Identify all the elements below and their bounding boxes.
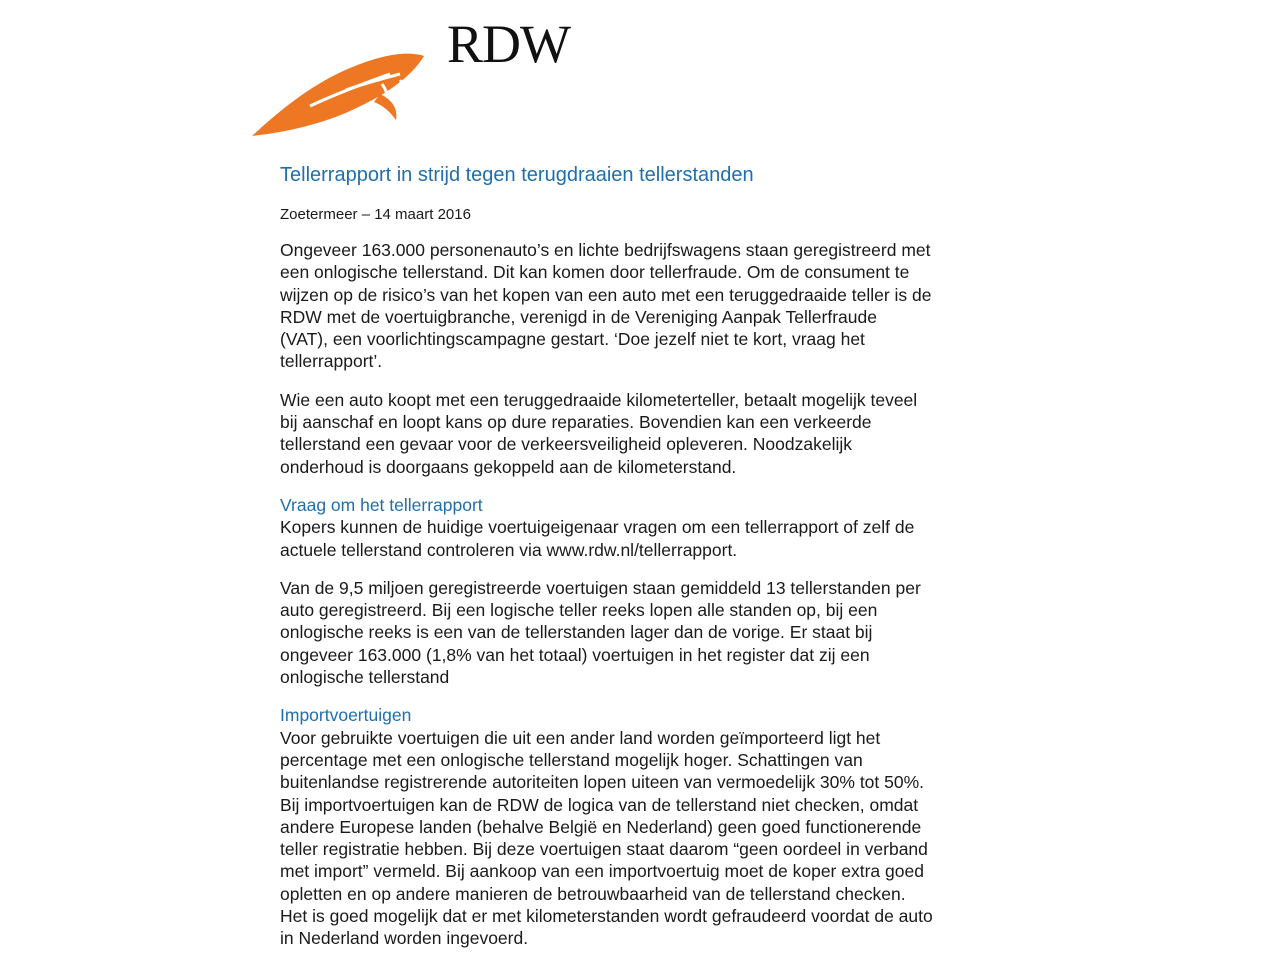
paragraph: Ongeveer 163.000 personenauto’s en lichte bedrijfswagens staan geregistreerd met een onlogische tellerstand. Dit kan komen door tellerfraude. Om de consument te wijzen op de risico’s van het kopen van een auto met een teruggedraaide teller is de RDW met de voertuigbranche, verenigd in de Vereniging Aanpak Tellerfraude (VAT), een voorlichtingscampagne gestart. ‘Doe jezelf niet te kort, vraag het tellerrapport’. bbox=[280, 240, 932, 372]
feather-logo-icon bbox=[250, 44, 426, 140]
subheading-importvoertuigen: Importvoertuigen bbox=[280, 705, 412, 726]
dateline: Zoetermeer – 14 maart 2016 bbox=[280, 206, 471, 223]
paragraph: Wie een auto koopt met een teruggedraaide kilometerteller, betaalt mogelijk teveel bij aanschaf en loopt kans op dure reparaties. Bovendien kan een verkeerde tellerstand een gevaar voor de verkeersveiligheid opleveren. Noodzakelijk onderhoud is doorgaans gekoppeld aan de kilometerstand. bbox=[280, 389, 918, 477]
paragraph: Kopers kunnen de huidige voertuigeigenaar vragen om een tellerrapport of zelf de actuele tellerstand controleren via www.rdw.nl/tellerrapport. bbox=[280, 517, 915, 560]
paragraph: Van de 9,5 miljoen geregistreerde voertuigen staan gemiddeld 13 tellerstanden per auto geregistreerd. Bij een logische teller reeks lopen alle standen op, bij een onlogische reeks is een van de tellerstanden lager dan de vorige. Er staat bij ongeveer 163.000 (1,8% van het totaal) voertuigen in het register dat zij een onlogische tellerstand bbox=[280, 577, 921, 688]
subheading-tellerrapport: Vraag om het tellerrapport bbox=[280, 494, 483, 515]
article bbox=[280, 160, 1020, 966]
paragraph: Voor gebruikte voertuigen die uit een ander land worden geïmporteerd ligt het percentage met een onlogische tellerstand mogelijk hoger. Schattingen van buitenlandse registrerende autoriteiten lopen uiteen van vermoedelijk 30% tot 50%. Bij importvoertuigen kan de RDW de logica van de tellerstand niet checken, omdat andere Europese landen (behalve België en Nederland) geen goed functionerende teller registratie hebben. Bij deze voertuigen staat daarom “geen oordeel in verband met import” vermeld. Bij aankoop van een importvoertuig moet de koper extra goed opletten en op andere manieren de betrouwbaarheid van de tellerstand checken. Het is goed mogelijk dat er met kilometerstanden wordt gefraudeerd voordat de auto in Nederland worden ingevoerd. bbox=[280, 727, 933, 949]
article-title: Tellerrapport in strijd tegen terugdraaien tellerstanden bbox=[280, 164, 754, 186]
rdw-logo-text: RDW bbox=[447, 14, 570, 74]
